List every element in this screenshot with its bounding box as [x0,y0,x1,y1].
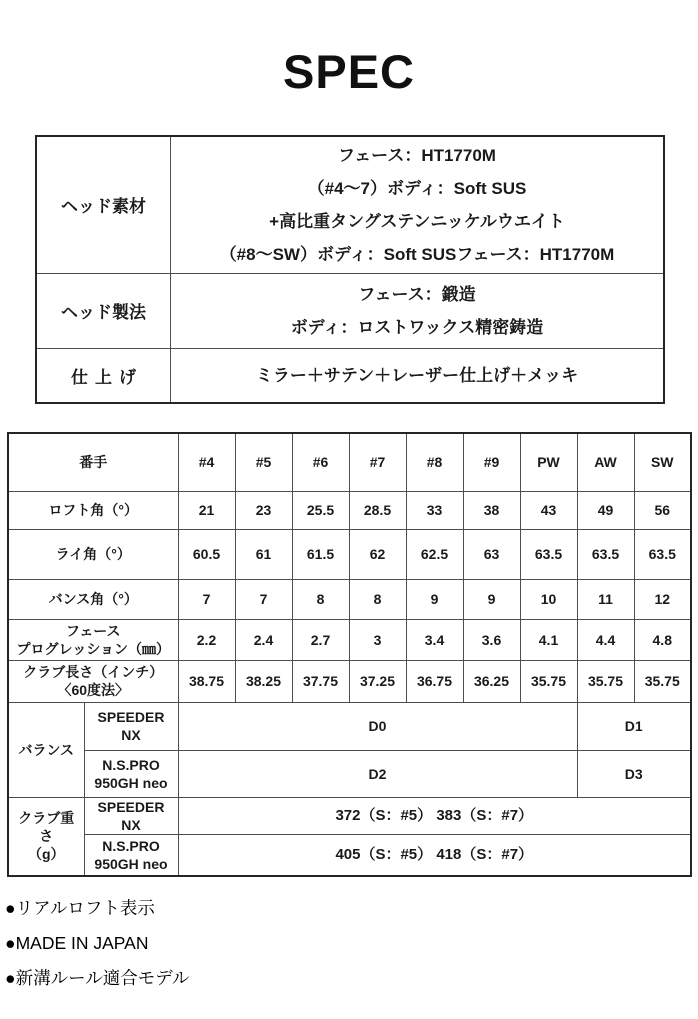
text-line: フェース：鍛造 [358,284,476,304]
lie-value: 63.5 [634,529,691,579]
page-title: SPEC [283,45,415,98]
footnotes [5,891,189,996]
lie-value: 62 [349,529,406,579]
loft-value: 33 [406,491,463,529]
label-line: 950GH neo [94,855,168,872]
weight-value: 372（S：#5） 383（S：#7） [178,797,691,834]
lie-row [8,529,691,579]
length-value: 36.75 [406,660,463,702]
loft-value: 28.5 [349,491,406,529]
footnote-real-loft: ●リアルロフト表示 [5,898,155,918]
row-label-head-construction: ヘッド製法 [36,273,171,348]
balance-row [8,750,691,797]
footnote-made-in-japan: ●MADE IN JAPAN [5,933,149,953]
club-header: #8 [406,433,463,491]
text-line: ミラー＋サテン＋レーザー仕上げ＋メッキ [255,365,579,385]
loft-value: 25.5 [292,491,349,529]
weight-row [8,834,691,876]
bounce-value: 7 [235,579,292,619]
text-line: フェース：HT1770M [338,145,496,165]
loft-value: 21 [178,491,235,529]
length-value: 38.75 [178,660,235,702]
weight-row [8,797,691,834]
text-line: （#4～7）ボディ：Soft SUS [307,178,527,198]
table-row [36,136,664,273]
label-line: 〈60度法〉 [57,682,130,698]
row-label-balance: バランス [8,702,84,797]
club-spec-table [7,432,692,877]
text-line: ボディ：ロストワックス精密鋳造 [290,317,544,337]
label-line: クラブ重さ [18,810,75,845]
fp-value: 3.6 [463,619,520,660]
balance-row [8,702,691,750]
text-line: （#8～SW）ボディ：Soft SUSフェース：HT1770M [219,244,615,264]
shaft-name [84,750,178,797]
lie-value: 61.5 [292,529,349,579]
length-value: 38.25 [235,660,292,702]
shaft-name: SPEEDER NX [84,797,178,834]
fp-value: 2.2 [178,619,235,660]
row-label-face-progression [8,619,178,660]
lie-value: 63.5 [577,529,634,579]
header-row [8,433,691,491]
label-line: N.S.PRO [102,756,160,773]
row-label-club-length [8,660,178,702]
loft-value: 56 [634,491,691,529]
bounce-value: 9 [463,579,520,619]
bounce-value: 10 [520,579,577,619]
length-value: 36.25 [463,660,520,702]
bounce-value: 11 [577,579,634,619]
weight-value: 405（S：#5） 418（S：#7） [178,834,691,876]
lie-value: 61 [235,529,292,579]
fp-value: 3.4 [406,619,463,660]
head-construction-cell [171,273,665,348]
bounce-row [8,579,691,619]
fp-value: 2.4 [235,619,292,660]
shaft-name: SPEEDER NX [84,702,178,750]
bounce-value: 8 [349,579,406,619]
balance-value-last: D3 [577,750,691,797]
table-row [36,348,664,403]
bounce-value: 9 [406,579,463,619]
length-value: 35.75 [577,660,634,702]
bounce-value: 12 [634,579,691,619]
row-label-club-weight [8,797,84,876]
loft-value: 49 [577,491,634,529]
bounce-value: 7 [178,579,235,619]
lie-value: 60.5 [178,529,235,579]
label-line: クラブ長さ（インチ） [23,664,164,680]
label-line: N.S.PRO [102,837,160,854]
fp-value: 3 [349,619,406,660]
loft-value: 38 [463,491,520,529]
balance-value-last: D1 [577,702,691,750]
head-material-cell [171,136,665,273]
club-header: #9 [463,433,520,491]
fp-value: 2.7 [292,619,349,660]
club-header: #4 [178,433,235,491]
length-value: 37.25 [349,660,406,702]
materials-table [35,135,665,404]
club-header: SW [634,433,691,491]
balance-value-main: D0 [178,702,577,750]
finish-cell [171,348,665,403]
balance-value-main: D2 [178,750,577,797]
row-label-lie: ライ角（°） [8,529,178,579]
label-line: 950GH neo [94,774,168,791]
label-line: プログレッション（㎜） [16,640,171,657]
label-line: フェース [65,622,121,639]
club-header: PW [520,433,577,491]
row-label-bounce: バンス角（°） [8,579,178,619]
row-label-loft: ロフト角（°） [8,491,178,529]
lie-value: 62.5 [406,529,463,579]
club-header: AW [577,433,634,491]
footnote-groove-rule: ●新溝ルール適合モデル [5,968,190,988]
lie-value: 63 [463,529,520,579]
length-value: 35.75 [520,660,577,702]
length-value: 35.75 [634,660,691,702]
shaft-name [84,834,178,876]
loft-value: 23 [235,491,292,529]
col-header-number: 番手 [8,433,178,491]
fp-value: 4.1 [520,619,577,660]
row-label-finish: 仕上げ [36,348,171,403]
text-line: +高比重タングステンニッケルウエイト [269,211,565,231]
club-header: #7 [349,433,406,491]
loft-row [8,491,691,529]
club-header: #6 [292,433,349,491]
face-progression-row [8,619,691,660]
fp-value: 4.8 [634,619,691,660]
row-label-head-material: ヘッド素材 [36,136,171,273]
lie-value: 63.5 [520,529,577,579]
table-row [36,273,664,348]
length-value: 37.75 [292,660,349,702]
fp-value: 4.4 [577,619,634,660]
loft-value: 43 [520,491,577,529]
label-line: （g） [27,846,65,863]
club-length-row [8,660,691,702]
bounce-value: 8 [292,579,349,619]
club-header: #5 [235,433,292,491]
